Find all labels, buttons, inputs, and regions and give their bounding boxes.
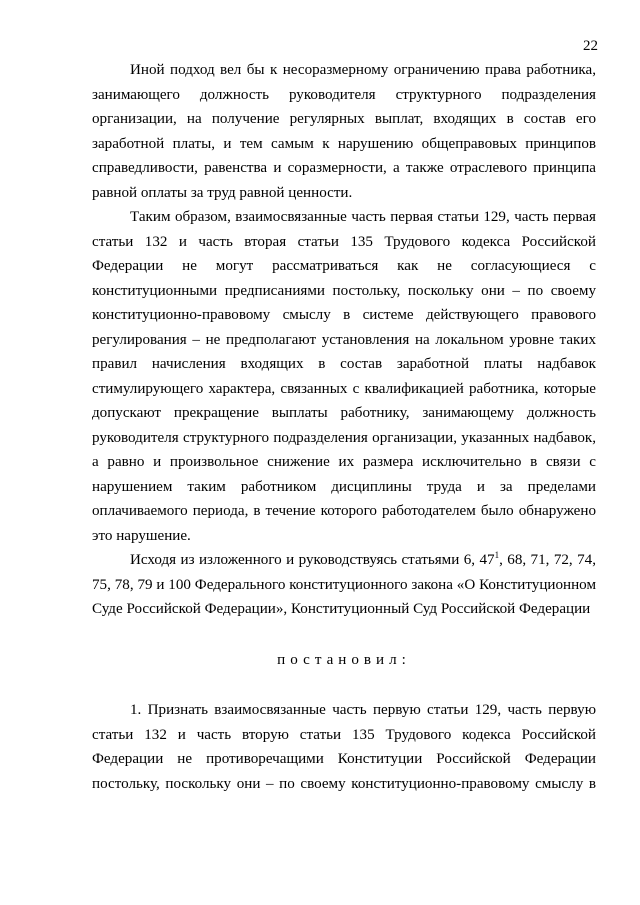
page-number: 22 — [583, 38, 598, 54]
legal-basis-text-end: , 68, 71, 72, 74, 75, 78, 79 и 100 Федерального конституционного закона «О Конституционном Суде Российской Федерации», Конституционный Суд Российской Федерации — [92, 552, 596, 617]
article-superscript: 1 — [494, 550, 500, 560]
paragraph-legal-basis — [92, 548, 596, 622]
document-body — [92, 58, 596, 796]
resolution-heading: постановил: — [277, 651, 411, 668]
paragraph-conclusion: Таким образом, взаимосвязанные часть первая статьи 129, часть первая статьи 132 и часть вторая статьи 135 Трудового кодекса Российской Федерации не могут рассматриваться как не согласующиеся с конституционными предписаниями постольку, поскольку они – по своему конституционно-правовому смыслу в системе действующего правового регулирования – не предполагают установления на локальном уровне таких правил начисления входящих в состав заработной платы надбавок стимулирующего характера, связанных с квалификацией работника, которые допускают прекращение выплаты работнику, занимающему должность руководителя структурного подразделения организации, указанных надбавок, а равно и произвольное снижение их размера исключительно в связи с нарушением таким работником дисциплины труда и за пределами оплачиваемого периода, в течение которого работодателем было обнаружено это нарушение. — [92, 209, 596, 544]
paragraph-decision-1: 1. Признать взаимосвязанные часть первую статьи 129, часть первую статьи 132 и часть вторую статьи 135 Трудового кодекса Российской Федерации не противоречащими Конституции Российской Федерации постольку, поскольку они – по своему конституционно-правовому смыслу в — [92, 702, 596, 792]
paragraph-proportionality: Иной подход вел бы к несоразмерному ограничению права работника, занимающего должность руководителя структурного подразделения организации, на получение регулярных выплат, входящих в состав его заработной платы, и тем самым к нарушению общеправовых принципов справедливости, равенства и соразмерности, а также отраслевого принципа равной оплаты за труд равной ценности. — [92, 62, 596, 201]
legal-basis-text-start: Исходя из изложенного и руководствуясь статьями 6, 47 — [130, 552, 495, 568]
